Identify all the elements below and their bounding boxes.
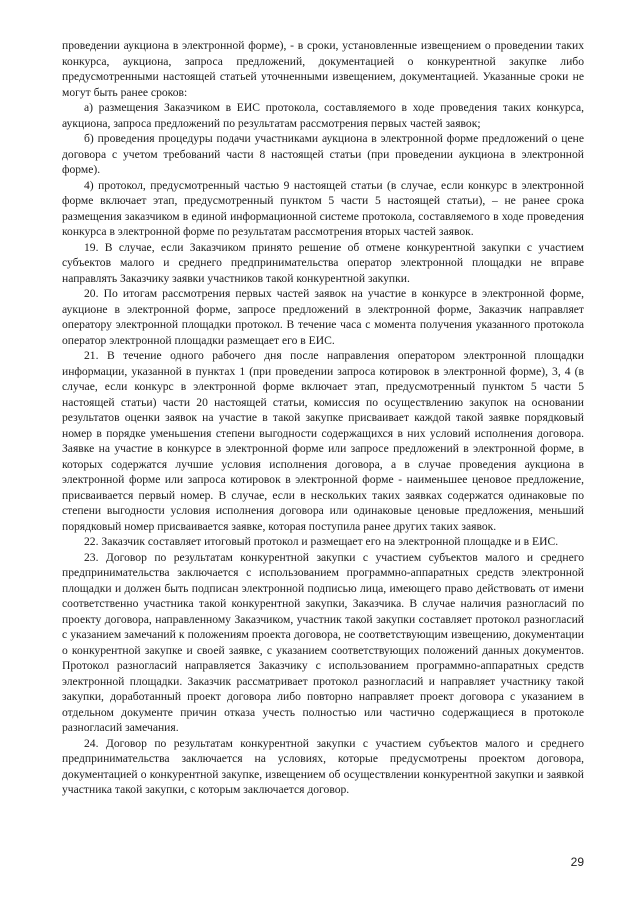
paragraph-continuation: проведении аукциона в электронной форме), - в сроки, установленные извещением о проведении таких конкурса, аукциона, запроса предложений, документацией о конкурентной закупке либо предусмотренными настоящей статьей уточненными извещением, документацией. Указанные сроки не могут быть ранее сроков: bbox=[62, 39, 584, 99]
paragraph-21: 21. В течение одного рабочего дня после направления оператором электронной площадки информации, указанной в пунктах 1 (при проведении запроса котировок в электронной форме), 3, 4 (в случае, если конкурс в электронной форме включает этап, предусмотренный пунктом 5 части 5 настоящей статьи) части 20 настоящей статьи, комиссия по осуществлению закупок на основании результатов оценки заявок на участие в такой закупке присваивает каждой такой заявке порядковый номер в порядке уменьшения степени выгодности содержащихся в них условий исполнения договора. Заявке на участие в конкурсе в электронной форме или запросе предложений в электронной форме, в которых содержатся лучшие условия исполнения договора, а в случае проведения аукциона в электронной форме или запроса котировок в электронной форме - наименьшее ценовое предложение, присваивается первый номер. В случае, если в нескольких таких заявках содержатся одинаковые по степени выгодности условия исполнения договора или одинаковые ценовые предложения, меньший порядковый номер присваивается заявке, которая поступила ранее других таких заявок. bbox=[62, 349, 584, 533]
paragraph-item-b: б) проведения процедуры подачи участниками аукциона в электронной форме предложений о цене договора с учетом требований части 8 настоящей статьи (при проведении аукциона в электронной форме). bbox=[62, 132, 584, 176]
paragraph-19: 19. В случае, если Заказчиком принято решение об отмене конкурентной закупки с участием субъектов малого и среднего предпринимательства оператор электронной площадки не вправе направлять Заказчику заявки участников такой конкурентной закупки. bbox=[62, 240, 584, 285]
paragraph-20: 20. По итогам рассмотрения первых частей заявок на участие в конкурсе в электронной форме, аукционе в электронной форме, запросе предложений в электронной форме, Заказчик направляет оператору электронной площадки протокол. В течение часа с момента получения указанного протокола оператор электронной площадки размещает его в ЕИС. bbox=[62, 287, 584, 347]
page-number: 29 bbox=[570, 855, 584, 869]
paragraph-item-a: а) размещения Заказчиком в ЕИС протокола, составляемого в ходе проведения таких конкурса, аукциона, запроса предложений по результатам рассмотрения первых частей заявок; bbox=[62, 101, 584, 130]
paragraph-24: 24. Договор по результатам конкурентной закупки с участием субъектов малого и среднего предпринимательства заключается на условиях, которые предусмотрены проектом договора, документацией о конкурентной закупке, извещением об осуществлении конкурентной закупки и заявкой участника такой закупки, с которым заключается договор. bbox=[62, 736, 584, 796]
paragraph-23: 23. Договор по результатам конкурентной закупки с участием субъектов малого и среднего предпринимательства заключается с использованием программно-аппаратных средств электронной площадки и должен быть подписан электронной подписью лица, имеющего право действовать от имени соответственно участника такой конкурентной закупки, Заказчика. В случае наличия разногласий по проекту договора, направленному Заказчиком, участник такой закупки составляет протокол разногласий с указанием замечаний к положениям проекта договора, не соответствующим извещению, документации о конкурентной закупке и своей заявке, с указанием соответствующих положений данных документов. Протокол разногласий направляется Заказчику с использованием программно-аппаратных средств электронной площадки. Заказчик рассматривает протокол разногласий и направляет участнику такой закупки, доработанный проект договора либо повторно направляет проект договора с указанием в отдельном документе причин отказа учесть полностью или частично содержащиеся в протоколе разногласий замечания. bbox=[62, 550, 584, 734]
paragraph-22: 22. Заказчик составляет итоговый протокол и размещает его на электронной площадке и в ЕИС. bbox=[84, 535, 559, 548]
document-body bbox=[62, 38, 584, 798]
paragraph-item-4: 4) протокол, предусмотренный частью 9 настоящей статьи (в случае, если конкурс в электронной форме включает этап, предусмотренный пунктом 5 части 5 настоящей статьи), – не ранее срока размещения заказчиком в единой информационной системе протокола, составляемого в ходе проведения конкурса в электронной форме по результатам рассмотрения вторых частей заявок. bbox=[62, 178, 584, 238]
